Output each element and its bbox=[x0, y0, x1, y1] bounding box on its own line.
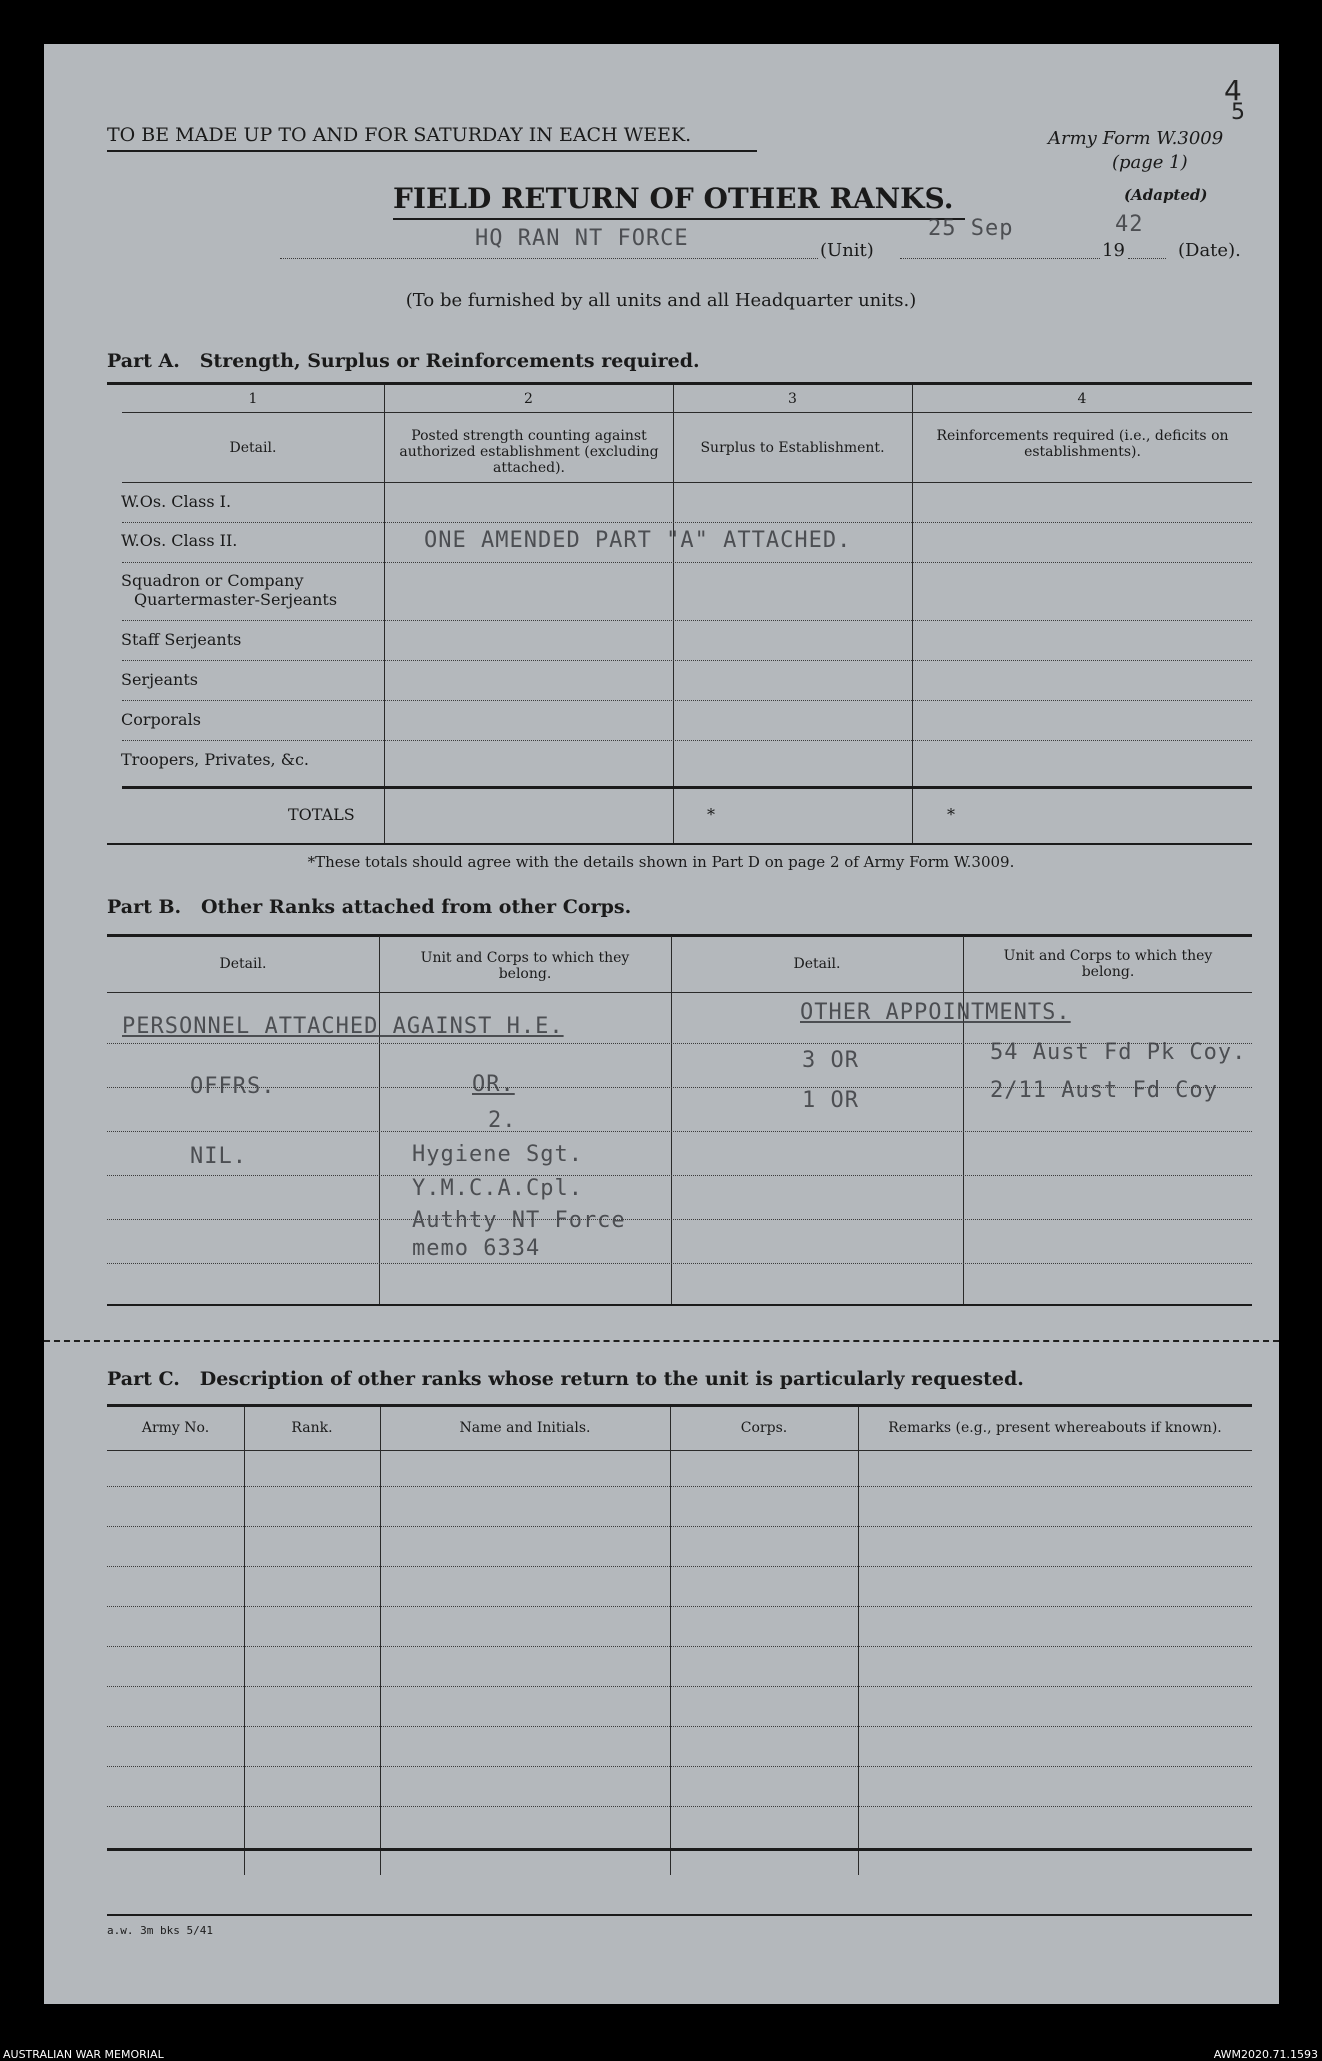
part-b-bottom-rule bbox=[107, 1304, 1252, 1306]
part-c-bottom-rule bbox=[107, 1914, 1252, 1916]
row-wo-class-2: W.Os. Class II. bbox=[121, 531, 238, 550]
typed-coy-2: 2/11 Aust Fd Coy bbox=[990, 1078, 1218, 1103]
row-troopers: Troopers, Privates, &c. bbox=[121, 750, 310, 769]
part-b-top-rule bbox=[107, 934, 1252, 937]
part-a-top-rule bbox=[107, 382, 1252, 385]
row-rule-2 bbox=[122, 562, 1252, 563]
row-squadron-1: Squadron or Company bbox=[121, 571, 304, 590]
part-c-rule-9 bbox=[107, 1806, 1252, 1807]
typed-two: 2. bbox=[488, 1108, 517, 1133]
part-a-col-divider-1 bbox=[384, 385, 385, 843]
part-a-header-posted: Posted strength counting against authorized establishment (excluding attached). bbox=[399, 428, 659, 476]
typed-1-or: 1 OR bbox=[802, 1088, 859, 1113]
date-label: (Date). bbox=[1178, 240, 1241, 261]
year-dotline bbox=[1128, 258, 1166, 259]
part-b-rule-5 bbox=[107, 1219, 1252, 1220]
instruction-underline bbox=[107, 150, 757, 152]
part-a-header-reinforcements: Reinforcements required (i.e., deficits on establishments). bbox=[936, 428, 1229, 460]
typed-coy-1: 54 Aust Fd Pk Coy. bbox=[990, 1040, 1247, 1065]
part-a-num-rule bbox=[122, 412, 1252, 413]
typed-personnel-attached: PERSONNEL ATTACHED AGAINST H.E. bbox=[122, 1014, 564, 1039]
row-rule-3 bbox=[122, 620, 1252, 621]
part-b-header-detail-1: Detail. bbox=[219, 956, 267, 972]
typed-memo: memo 6334 bbox=[412, 1236, 541, 1261]
part-c-rule-6 bbox=[107, 1686, 1252, 1687]
part-c-col-divider-4 bbox=[858, 1407, 859, 1875]
row-serjeants: Serjeants bbox=[121, 670, 198, 689]
part-b-title: Part B. Other Ranks attached from other Corps. bbox=[107, 896, 632, 918]
form-page: (page 1) bbox=[1112, 152, 1188, 173]
part-c-rule-1 bbox=[107, 1486, 1252, 1487]
date-dotline bbox=[900, 258, 1100, 259]
footer-right: AWM2020.71.1593 bbox=[1213, 2048, 1318, 2061]
unit-value: HQ RAN NT FORCE bbox=[475, 226, 689, 251]
furnished-note: (To be furnished by all units and all Headquarter units.) bbox=[405, 290, 917, 311]
part-a-footnote: *These totals should agree with the details shown in Part D on page 2 of Army Form W.3009. bbox=[307, 853, 1015, 871]
row-squadron-2: Quartermaster-Serjeants bbox=[134, 590, 338, 609]
part-c-rule-2 bbox=[107, 1526, 1252, 1527]
part-a-col-divider-3 bbox=[912, 385, 913, 843]
part-c-rule-8 bbox=[107, 1766, 1252, 1767]
part-c-rule-3 bbox=[107, 1566, 1252, 1567]
part-b-rule-3 bbox=[107, 1131, 1252, 1132]
part-a-title: Part A. Strength, Surplus or Reinforcements required. bbox=[107, 350, 700, 372]
part-c-rule-5 bbox=[107, 1646, 1252, 1647]
page-mark: 4 bbox=[1224, 74, 1242, 107]
part-c-col-divider-3 bbox=[670, 1407, 671, 1875]
perforation-line bbox=[44, 1340, 1279, 1342]
part-c-col-divider-1 bbox=[244, 1407, 245, 1875]
row-rule-4 bbox=[122, 660, 1252, 661]
part-a-colnum-2: 2 bbox=[524, 391, 533, 407]
footer-left: AUSTRALIAN WAR MEMORIAL bbox=[3, 2048, 164, 2061]
part-b-rule-4 bbox=[107, 1175, 1252, 1176]
row-wo-class-1: W.Os. Class I. bbox=[121, 492, 232, 511]
part-c-double-rule bbox=[107, 1848, 1252, 1851]
part-c-col-divider-2 bbox=[380, 1407, 381, 1875]
instruction-text: TO BE MADE UP TO AND FOR SATURDAY IN EACH WEEK. bbox=[107, 124, 692, 146]
part-c-header-corps: Corps. bbox=[740, 1420, 788, 1436]
form-number: Army Form W.3009 bbox=[1048, 128, 1224, 149]
part-a-typed-note: ONE AMENDED PART "A" ATTACHED. bbox=[424, 528, 852, 553]
part-a-totals-rule bbox=[122, 786, 1252, 789]
typed-other-appointments: OTHER APPOINTMENTS. bbox=[800, 1000, 1071, 1025]
part-b-header-detail-2: Detail. bbox=[793, 956, 841, 972]
row-staff-serjeants: Staff Serjeants bbox=[121, 630, 242, 649]
part-b-header-unit-1: Unit and Corps to which they belong. bbox=[420, 950, 630, 982]
part-a-bottom-rule bbox=[107, 843, 1252, 845]
totals-asterisk-surplus: * bbox=[707, 805, 715, 824]
typed-nil: NIL. bbox=[190, 1144, 247, 1169]
typed-offrs: OFFRS. bbox=[190, 1074, 276, 1099]
row-rule-6 bbox=[122, 740, 1252, 741]
part-b-header-rule bbox=[107, 992, 1252, 993]
adapted-label: (Adapted) bbox=[1124, 186, 1208, 204]
part-a-header-rule bbox=[122, 482, 1252, 483]
totals-asterisk-reinforcements: * bbox=[947, 805, 955, 824]
part-a-colnum-3: 3 bbox=[788, 391, 797, 407]
part-b-rule-6 bbox=[107, 1263, 1252, 1264]
part-c-top-rule bbox=[107, 1404, 1252, 1407]
year-value: 42 bbox=[1115, 212, 1144, 237]
page-mark-2: 5 bbox=[1231, 100, 1245, 125]
totals-label: TOTALS bbox=[288, 805, 355, 824]
part-c-header-name: Name and Initials. bbox=[459, 1420, 591, 1436]
row-rule-5 bbox=[122, 700, 1252, 701]
form-title: FIELD RETURN OF OTHER RANKS. bbox=[393, 182, 954, 215]
part-a-colnum-1: 1 bbox=[248, 391, 258, 407]
typed-ymca-cpl: Y.M.C.A.Cpl. bbox=[412, 1176, 583, 1201]
date-value: 25 Sep bbox=[928, 216, 1014, 241]
part-a-header-surplus: Surplus to Establishment. bbox=[700, 440, 885, 456]
part-c-rule-7 bbox=[107, 1726, 1252, 1727]
part-b-header-unit-2: Unit and Corps to which they belong. bbox=[1003, 948, 1213, 980]
typed-authty: Authty NT Force bbox=[412, 1208, 626, 1233]
part-c-header-rank: Rank. bbox=[291, 1420, 333, 1436]
print-code: a.w. 3m bks 5/41 bbox=[107, 1924, 213, 1937]
typed-or: OR. bbox=[472, 1072, 515, 1097]
title-underline bbox=[393, 218, 965, 220]
part-a-header-detail: Detail. bbox=[229, 440, 277, 456]
typed-hygiene-sgt: Hygiene Sgt. bbox=[412, 1142, 583, 1167]
row-corporals: Corporals bbox=[121, 710, 201, 729]
part-c-header-army-no: Army No. bbox=[141, 1420, 210, 1436]
year-prefix: 19 bbox=[1102, 240, 1125, 261]
part-c-title: Part C. Description of other ranks whose return to the unit is particularly requested. bbox=[107, 1368, 1024, 1390]
unit-dotline bbox=[280, 258, 818, 259]
typed-3-or: 3 OR bbox=[802, 1048, 859, 1073]
part-c-header-rule bbox=[107, 1450, 1252, 1451]
part-a-colnum-4: 4 bbox=[1077, 391, 1087, 407]
unit-label: (Unit) bbox=[820, 240, 874, 261]
row-rule-1 bbox=[122, 522, 1252, 523]
part-c-header-remarks: Remarks (e.g., present whereabouts if known). bbox=[888, 1420, 1222, 1436]
part-c-rule-4 bbox=[107, 1606, 1252, 1607]
